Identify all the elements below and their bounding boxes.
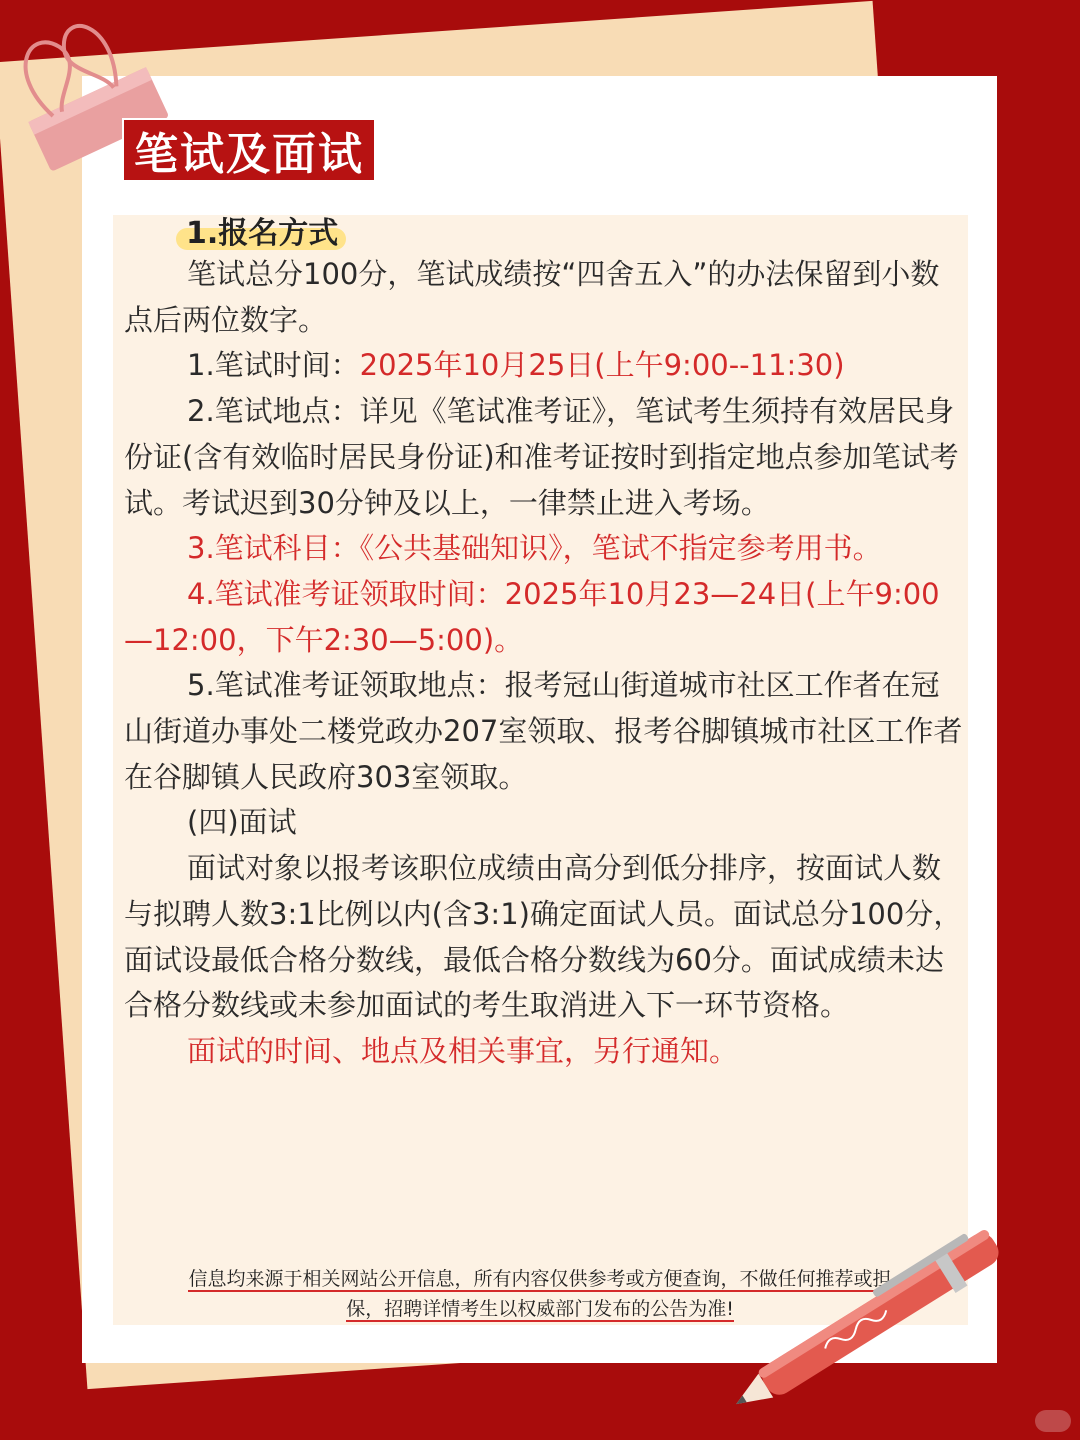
pen-icon bbox=[705, 1215, 1050, 1415]
highlighted-text: 面试的时间、地点及相关事宜，另行通知。 bbox=[187, 1033, 739, 1068]
paragraph bbox=[124, 389, 964, 526]
paragraph-text: (四)面试 bbox=[187, 805, 297, 840]
paragraph-text: 面试对象以报考该职位成绩由高分到低分排序，按面试人数与拟聘人数3:1比例以内(含3:1)确定面试人员。面试总分100分，面试设最低合格分数线，最低合格分数线为60分。面试成绩未达合格分数线或未参加面试的考生取消进入下一环节资格。 bbox=[124, 851, 963, 1023]
page-title: 笔试及面试 bbox=[134, 129, 364, 180]
paragraph-text: 1.笔试时间： bbox=[187, 348, 360, 383]
body-text bbox=[124, 252, 964, 1075]
disclaimer-line-2: 保，招聘详情考生以权威部门发布的公告为准! bbox=[346, 1298, 734, 1320]
title-box bbox=[122, 118, 376, 182]
highlighted-text: 3.笔试科目：《公共基础知识》，笔试不指定参考用书。 bbox=[187, 531, 882, 566]
paragraph-text: 笔试总分100分，笔试成绩按“四舍五入”的办法保留到小数点后两位数字。 bbox=[124, 257, 940, 337]
paragraph bbox=[124, 846, 964, 1029]
paragraph bbox=[124, 800, 964, 846]
paragraph-text: 5.笔试准考证领取地点：报考冠山街道城市社区工作者在冠山街道办事处二楼党政办207室领取、报考谷脚镇城市社区工作者在谷脚镇人民政府303室领取。 bbox=[124, 668, 963, 794]
paragraph bbox=[124, 343, 964, 389]
section-heading bbox=[176, 210, 338, 250]
watermark bbox=[1035, 1410, 1071, 1432]
paragraph-text: 2.笔试地点：详见《笔试准考证》，笔试考生须持有效居民身份证(含有效临时居民身份证)和准考证按时到指定地点参加笔试考试。考试迟到30分钟及以上，一律禁止进入考场。 bbox=[124, 394, 959, 520]
paragraph bbox=[124, 572, 964, 663]
highlighted-text: 2025年10月25日(上午9:00--11:30) bbox=[359, 348, 845, 383]
section-heading-text: 1.报名方式 bbox=[186, 216, 339, 251]
paragraph bbox=[124, 1029, 964, 1075]
disclaimer-line-1: 信息均来源于相关网站公开信息，所有内容仅供参考或方便查询，不做任何推荐或担 bbox=[188, 1268, 892, 1290]
highlighted-text: 4.笔试准考证领取时间：2025年10月23—24日(上午9:00—12:00，下午2:30—5:00)。 bbox=[124, 576, 940, 657]
paragraph bbox=[124, 526, 964, 572]
paragraph bbox=[124, 252, 964, 343]
paragraph bbox=[124, 663, 964, 800]
